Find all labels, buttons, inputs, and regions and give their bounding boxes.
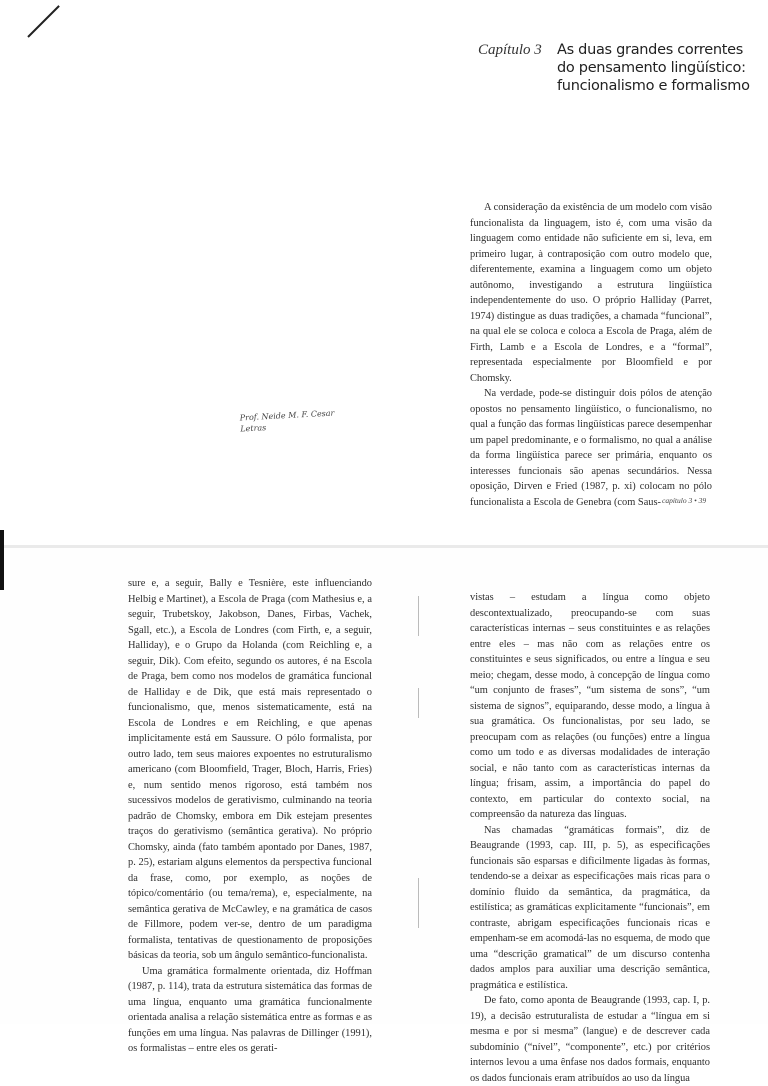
chapter-label: Capítulo 3 [478,42,542,58]
paragraph: A consideração da existência de um modelo com visão funcionalista da linguagem, isto é, com uma visão da linguagem como entidade não suficiente em si, leva, em primeiro lugar, à contraposição com outro modelo que, diferentemente, examina a linguagem como um objeto autônomo, investigando a estrutura lingüística independentemente do uso. O próprio Halliday (Parret, 1974) distingue as duas tradições, a chamada “funcional”, na qual ele se coloca e coloca a Escola de Praga, além de Firth, Lamb e a Escola de Londres, e a “formal”, representada especialmente por Bloomfield e por Chomsky. [470,202,712,384]
gutter-shadow [418,596,419,636]
handwritten-note-line: Letras [240,423,267,434]
paragraph: De fato, como aponta de Beaugrande (1993, cap. I, p. 19), a decisão estruturalista de estudar a “língua em si mesma e por si mesma” (langue) e de descrever cada subdomínio (“nível”, “componente”, etc.) por critérios internos levou a uma ênfase nos dados formais, enquanto os dados funcionais eram atribuídos ao uso da língua [470,995,710,1084]
pen-stroke-mark [27,5,60,38]
paragraph: Uma gramática formalmente orientada, diz Hoffman (1987, p. 114), trata da estrutura sistemática das formas de uma língua, enquanto uma gramática funcionalmente orientada analisa a relação sistemática entre as formas e as funções em uma língua. Nas palavras de Dillinger (1991), os formalistas – entre eles os gerati- [128,965,372,1054]
bottom-right-text-column [470,590,710,1086]
bottom-left-text-column [128,576,372,1057]
scan-edge-mark [0,530,4,590]
top-text-column [470,200,712,510]
paragraph: Na verdade, pode-se distinguir dois pólos de atenção opostos no pensamento lingüístico, o funcionalismo, no qual a função das formas lingüísticas parece desempenhar um papel predominante, e o formalismo, no qual a análise da forma lingüística parece ser primária, enquanto os interesses funcionais são apenas secundários. Nessa oposição, Dirven e Fried (1987, p. xi) colocam no pólo funcionalista a Escola de Genebra (com Saus- [470,388,712,508]
paragraph: vistas – estudam a língua como objeto descontextualizado, preocupando-se com suas características internas – seus constituintes e as relações entre eles – mas não com as relações entre os constituintes e seus significados, ou entre a língua e seu meio; chegam, desse modo, à concepção de língua como “um conjunto de frases”, “um sistema de sons”, “um sistema de signos”, equiparando, desse modo, a língua à sua gramática. Os funcionalistas, por seu lado, se preocupam com as relações (ou funções) entre a língua como um todo e as diversas modalidades de interação social, e não tanto com as características internas da língua; frisam, assim, a importância do papel do contexto, em particular do contexto social, na compreensão da natureza das línguas. [470,592,710,820]
chapter-title-line: funcionalismo e formalismo [557,78,750,94]
chapter-title [557,41,757,95]
handwritten-note [239,408,335,435]
paragraph: Nas chamadas “gramáticas formais”, diz de Beaugrande (1993, cap. III, p. 5), as especificações funcionais são esparsas e dificilmente ligadas às formas, tendendo-se a deixar as especificações mais ricas para o domínio fluido da semântica, da pragmática, da estilística; as gramáticas explicitamente “funcionais”, em contraste, abrigam especificações funcionais ricas e empenham-se em acomodá-las no esquema, de modo que uma “descrição gramatical” de um discurso contenha dados amplos para auxiliar uma descrição semântica, pragmática e estilística. [470,824,710,991]
gutter-shadow [418,878,419,928]
page-number: capítulo 3 • 39 [662,496,707,505]
chapter-title-line: do pensamento lingüístico: [557,60,746,76]
chapter-title-line: As duas grandes correntes [557,42,744,58]
handwritten-note-line: Prof. Neide M. F. Cesar [239,408,335,423]
paragraph: sure e, a seguir, Bally e Tesnière, este influenciando Helbig e Martinet), a Escola de Praga (com Mathesius e, a seguir, Trubetskoy, Jakobson, Danes, Firbas, Vachek, Sgall, etc.), a Escola de Londres (com Firth, e, a seguir, Halliday), e o Grupo da Holanda (com Reichling e, a seguir, Dik). Com efeito, segundo os autores, é na Escola de Praga, bem como nos modelos de gramática funcional de Halliday e de Dik, que está mais representado o funcionalismo, que, menos sistematicamente, está na Escola de Londres e em Reichling, e que apenas implicitamente está em Saussure. O pólo formalista, por outro lado, tem seus maiores expoentes no estruturalismo americano (com Bloomfield, Trager, Bloch, Harris, Fries) e, num sentido menos rigoroso, está também nos sucessivos modelos de gerativismo, culminando na teoria padrão de Chomsky, embora em Dik estejam presentes traços do gerativismo (semântica gerativa). No próprio Chomsky, ainda (fato também apontado por Danes, 1987, p. 25), estariam alguns elementos da perspectiva funcional da frase, como, por exemplo, as noções de tópico/comentário (ou tema/rema), e, especialmente, na semântica gerativa de McCawley, e na gramática de casos de Fillmore, podem ver-se, dentro de um paradigma formalista, tentativas de questionamento de proposições básicas da teoria, sob um ângulo semântico-funcionalista. [128,578,372,961]
gutter-shadow [418,688,419,718]
